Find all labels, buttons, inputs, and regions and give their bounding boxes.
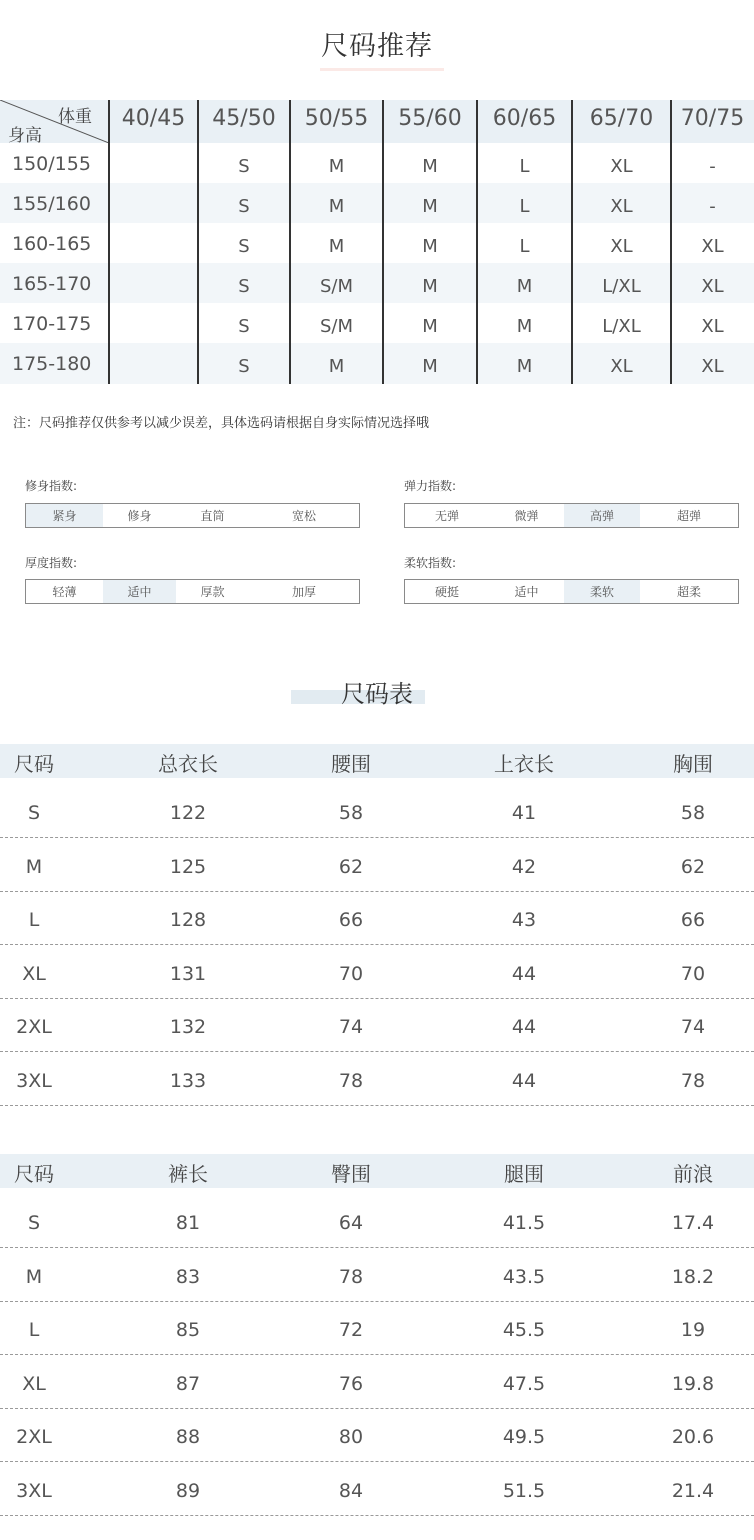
- column-header: 总衣长: [158, 752, 218, 776]
- index-label: 修身指数:: [25, 479, 78, 493]
- measurement-cell: 62: [680, 855, 706, 878]
- index-label: 弹力指数:: [404, 479, 457, 493]
- size-cell: S: [27, 1212, 41, 1234]
- size-cell: M: [25, 855, 43, 878]
- column-header: 上衣长: [494, 752, 554, 776]
- recommended-size: XL: [610, 356, 633, 377]
- index-option: 直筒: [200, 509, 225, 523]
- page-title-text: 尺码推荐: [321, 31, 433, 62]
- index-option-selected: 高弹: [564, 504, 640, 527]
- weight-header: 55/60: [398, 106, 462, 131]
- measurement-cell: 70: [338, 962, 364, 985]
- measurement-cell: 72: [338, 1319, 364, 1342]
- column-header: 裤长: [168, 1162, 208, 1186]
- index-option-selected: 适中: [103, 580, 176, 603]
- index-scale: [25, 503, 360, 528]
- measurement-cell: 49.5: [502, 1426, 546, 1449]
- corner-height-label: 身高: [8, 126, 42, 146]
- recommended-size: M: [422, 356, 438, 377]
- measurement-cell: 41.5: [502, 1212, 546, 1234]
- measurement-cell: 87: [175, 1372, 201, 1395]
- recommended-size: M: [422, 156, 438, 177]
- measurement-cell: 58: [338, 802, 364, 824]
- index-option: 厚款: [200, 585, 225, 599]
- index-scale: [25, 579, 360, 604]
- grid-vertical-line: [108, 100, 110, 384]
- table-row: [0, 891, 754, 945]
- height-label: 175-180: [12, 353, 92, 375]
- column-header: 前浪: [673, 1162, 713, 1186]
- table-row: [0, 1408, 754, 1462]
- height-label: 170-175: [12, 313, 92, 335]
- measurement-cell: 51.5: [502, 1480, 546, 1502]
- weight-header: 40/45: [121, 106, 186, 131]
- recommended-size: XL: [701, 316, 724, 337]
- measurement-cell: 64: [338, 1212, 364, 1234]
- size-chart-title: 尺码表: [341, 680, 413, 708]
- recommended-size: M: [328, 236, 345, 257]
- measurement-cell: 19: [680, 1319, 706, 1342]
- measurement-cell: 21.4: [671, 1480, 715, 1502]
- measurement-cell: 43: [511, 909, 537, 932]
- measurement-cell: 44: [511, 962, 537, 985]
- measurement-cell: 41: [511, 802, 537, 824]
- measurement-cell: 125: [169, 855, 207, 878]
- recommended-size: -: [709, 156, 716, 177]
- measurement-cell: 66: [338, 909, 364, 932]
- measurement-cell: 76: [338, 1372, 364, 1395]
- size-cell: S: [27, 802, 41, 824]
- measurement-cell: 78: [338, 1265, 364, 1288]
- size-cell: 3XL: [16, 1480, 52, 1502]
- measurement-cell: 81: [175, 1212, 201, 1234]
- measurement-cell: 132: [169, 1016, 207, 1039]
- index-scale: [404, 503, 739, 528]
- weight-header: 50/55: [304, 106, 369, 131]
- measurement-cell: 85: [175, 1319, 201, 1342]
- recommended-size: XL: [701, 356, 724, 377]
- column-header: 腿围: [504, 1162, 544, 1186]
- size-cell: L: [28, 909, 40, 932]
- index-option: 适中: [514, 585, 539, 599]
- index-option: 硬挺: [434, 585, 459, 599]
- measurement-cell: 80: [338, 1426, 364, 1449]
- size-cell: M: [25, 1265, 43, 1288]
- measurement-cell: 44: [511, 1070, 537, 1092]
- column-header: 腰围: [331, 752, 371, 776]
- recommended-size: M: [516, 316, 533, 337]
- recommended-size: S: [238, 356, 250, 377]
- size-cell: XL: [22, 1372, 46, 1395]
- size-cell: XL: [22, 962, 46, 985]
- weight-header: 70/75: [680, 106, 745, 131]
- recommended-size: M: [422, 236, 438, 257]
- recommended-size: XL: [701, 276, 724, 297]
- measurement-cell: 128: [169, 909, 207, 932]
- measurement-cell: 122: [169, 802, 207, 824]
- size-cell: 2XL: [16, 1016, 52, 1039]
- measurement-cell: 17.4: [671, 1212, 715, 1234]
- recommended-size: L/XL: [602, 316, 641, 337]
- recommended-size: M: [328, 156, 345, 177]
- column-header: 胸围: [673, 752, 713, 776]
- recommended-size: M: [516, 276, 533, 297]
- measurement-cell: 44: [511, 1016, 537, 1039]
- measurement-cell: 133: [169, 1070, 207, 1092]
- measurement-cell: 18.2: [671, 1265, 715, 1288]
- measurement-cell: 78: [338, 1070, 364, 1092]
- index-option-selected: 柔软: [564, 580, 640, 603]
- recommended-size: S/M: [319, 316, 354, 337]
- measurement-cell: 20.6: [671, 1426, 715, 1449]
- recommended-size: M: [516, 356, 533, 377]
- measurement-cell: 47.5: [502, 1372, 546, 1395]
- column-header: 尺码: [14, 752, 54, 776]
- table-row: [0, 1301, 754, 1355]
- table-row: [0, 1462, 754, 1516]
- index-option: 微弹: [514, 509, 539, 523]
- recommended-size: -: [709, 196, 716, 217]
- size-table-bottom: [0, 1154, 754, 1514]
- recommended-size: XL: [610, 156, 633, 177]
- index-option-selected: 紧身: [26, 504, 103, 527]
- size-table-top: [0, 744, 754, 1106]
- recommended-size: M: [422, 276, 438, 297]
- table-row: [0, 1355, 754, 1409]
- recommended-size: M: [328, 196, 345, 217]
- measurement-cell: 89: [175, 1480, 201, 1502]
- measurement-cell: 66: [680, 909, 706, 932]
- recommended-size: M: [328, 356, 345, 377]
- column-header: 尺码: [14, 1162, 54, 1186]
- page-title: [0, 24, 754, 63]
- measurement-cell: 58: [680, 802, 706, 824]
- table-row: [0, 1248, 754, 1302]
- recommended-size: L/XL: [602, 276, 641, 297]
- recommended-size: XL: [610, 236, 633, 257]
- recommended-size: L: [519, 156, 530, 177]
- table-row: [0, 838, 754, 892]
- title-underline: [320, 68, 444, 71]
- measurement-cell: 62: [338, 855, 364, 878]
- recommended-size: M: [422, 316, 438, 337]
- measurement-cell: 74: [338, 1016, 364, 1039]
- index-option: 宽松: [291, 509, 316, 523]
- measurement-cell: 74: [680, 1016, 706, 1039]
- column-header: 臀围: [331, 1162, 371, 1186]
- index-label: 柔软指数:: [404, 556, 457, 570]
- measurement-cell: 78: [680, 1070, 706, 1092]
- size-note: 注：尺码推荐仅供参考以减少误差，具体选码请根据自身实际情况选择哦: [13, 416, 430, 431]
- measurement-cell: 19.8: [671, 1372, 715, 1395]
- measurement-cell: 45.5: [502, 1319, 546, 1342]
- index-option: 修身: [127, 509, 152, 523]
- height-label: 160-165: [12, 233, 92, 255]
- measurement-cell: 88: [175, 1426, 201, 1449]
- index-option: 超弹: [676, 509, 701, 523]
- table-row: [0, 1194, 754, 1248]
- measurement-cell: 84: [338, 1480, 364, 1502]
- recommended-size: S: [238, 196, 250, 217]
- height-label: 155/160: [12, 193, 91, 215]
- index-option: 超柔: [676, 585, 701, 599]
- recommended-size: L: [519, 196, 530, 217]
- measurement-cell: 131: [169, 962, 207, 985]
- size-recommendation-table: [0, 100, 754, 384]
- weight-header: 45/50: [212, 106, 276, 131]
- weight-header: 65/70: [589, 106, 654, 131]
- size-cell: L: [28, 1319, 40, 1342]
- table-row: [0, 945, 754, 999]
- measurement-cell: 43.5: [502, 1265, 546, 1288]
- recommended-size: S: [238, 276, 250, 297]
- index-scale: [404, 579, 739, 604]
- table-row: [0, 1052, 754, 1106]
- recommended-size: S: [238, 236, 250, 257]
- index-label: 厚度指数:: [25, 556, 78, 570]
- recommended-size: XL: [610, 196, 633, 217]
- height-label: 165-170: [12, 273, 92, 295]
- index-option: 加厚: [291, 585, 316, 599]
- index-option: 无弹: [434, 509, 459, 523]
- measurement-cell: 70: [680, 962, 706, 985]
- measurement-cell: 42: [511, 855, 537, 878]
- corner-weight-label: 体重: [58, 107, 92, 127]
- height-label: 150/155: [12, 153, 91, 175]
- recommended-size: M: [422, 196, 438, 217]
- index-option: 轻薄: [52, 585, 77, 599]
- recommended-size: S/M: [319, 276, 354, 297]
- table-row: [0, 784, 754, 838]
- size-cell: 3XL: [16, 1070, 52, 1092]
- recommended-size: L: [519, 236, 530, 257]
- size-cell: 2XL: [16, 1426, 52, 1449]
- table-row: [0, 998, 754, 1052]
- recommended-size: XL: [701, 236, 724, 257]
- recommended-size: S: [238, 316, 250, 337]
- recommended-size: S: [238, 156, 250, 177]
- weight-header: 60/65: [492, 106, 557, 131]
- measurement-cell: 83: [175, 1265, 201, 1288]
